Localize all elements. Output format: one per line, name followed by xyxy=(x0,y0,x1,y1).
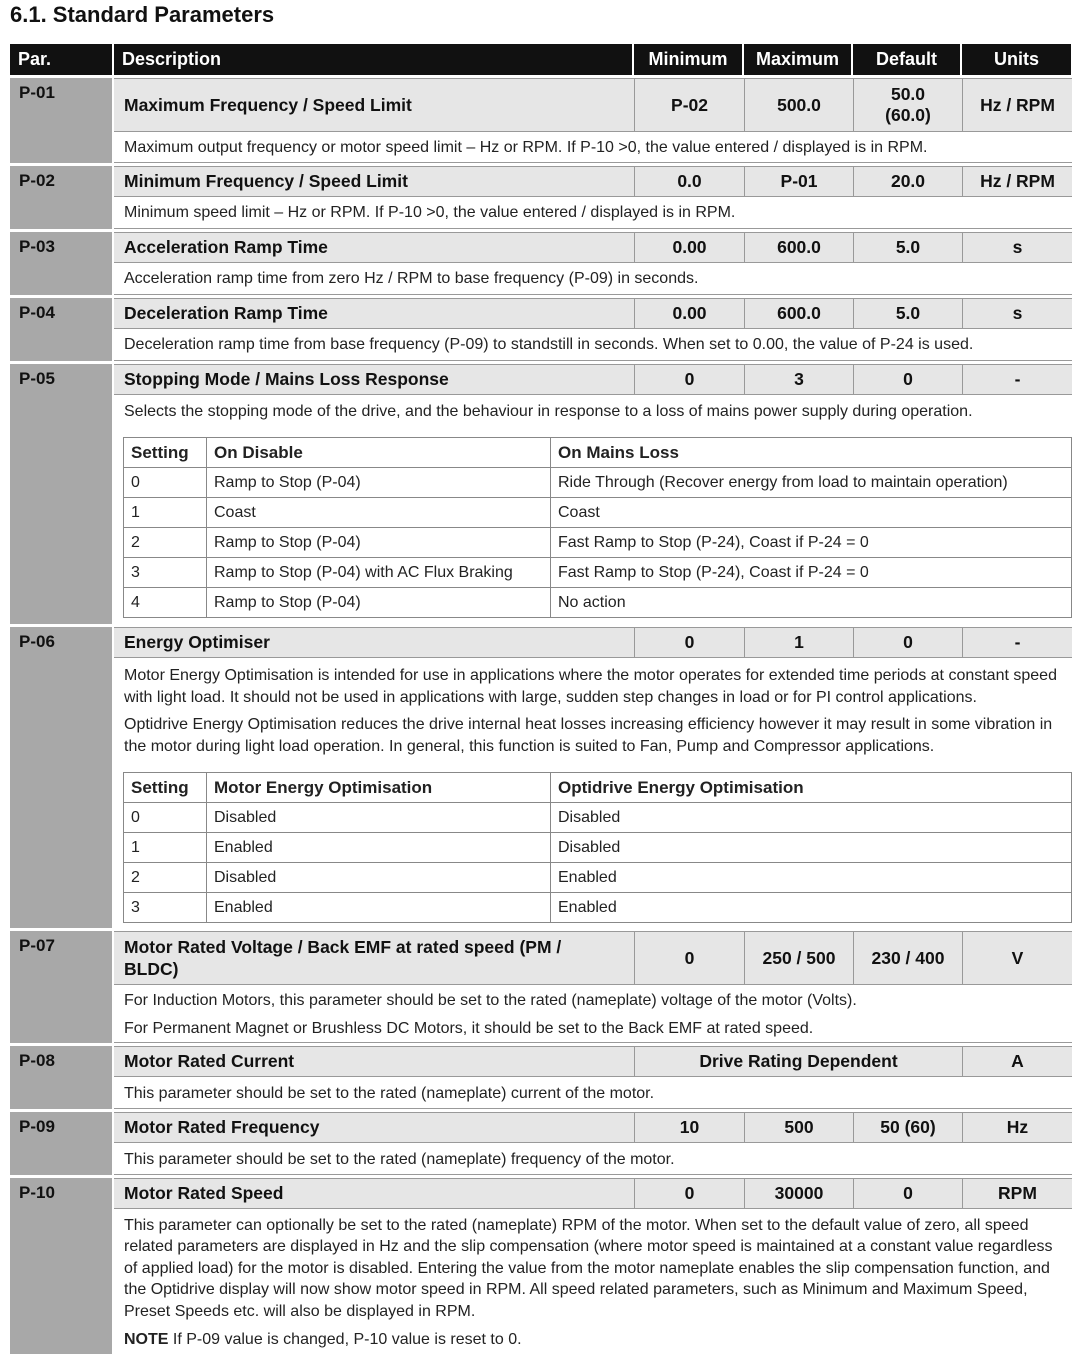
param-description: For Permanent Magnet or Brushless DC Motors, it should be set to the Back EMF at rated speed. xyxy=(114,1018,1072,1043)
param-default: 0 xyxy=(853,1178,962,1209)
table-cell: Enabled xyxy=(207,893,551,923)
param-description: This parameter can optionally be set to the rated (nameplate) RPM of the motor. When set to the default value of zero, all speed related parameters are displayed in Hz and the slip compensation (where motor speed is maintained at a constant value regardless of applied load) for the motor is disabled. Entering the value from the motor nameplate enables the slip compensation function, and the Optidrive display will now show motor speed in RPM. All speed related parameters, such as Minimum and Maximum Speed, Preset Speeds etc. will also be displayed in RPM. xyxy=(124,1217,1053,1320)
param-description: This parameter should be set to the rated (nameplate) frequency of the motor. xyxy=(114,1149,1072,1175)
param-description: Acceleration ramp time from zero Hz / RPM to base frequency (P-09) in seconds. xyxy=(114,268,1072,295)
param-code: P-10 xyxy=(10,1178,112,1354)
note-label: NOTE xyxy=(124,1331,169,1348)
param-code: P-03 xyxy=(10,232,112,295)
param-name: Motor Rated Speed xyxy=(114,1178,634,1209)
param-units: s xyxy=(962,298,1072,329)
param-name: Motor Rated Current xyxy=(114,1046,634,1077)
param-name: Motor Rated Voltage / Back EMF at rated speed (PM / BLDC) xyxy=(114,931,634,985)
param-min: 10 xyxy=(634,1112,744,1143)
header-maximum: Maximum xyxy=(744,44,851,75)
table-row xyxy=(124,588,1072,618)
header-default: Default xyxy=(853,44,960,75)
param-min: 0 xyxy=(634,627,744,658)
param-min: 0 xyxy=(634,931,744,985)
table-cell: 4 xyxy=(124,588,207,618)
param-units: s xyxy=(962,232,1072,263)
energy-optimisation-table xyxy=(123,772,1072,923)
param-name: Deceleration Ramp Time xyxy=(114,298,634,329)
param-code: P-04 xyxy=(10,298,112,361)
table-cell: Enabled xyxy=(551,863,1072,893)
table-row xyxy=(124,833,1072,863)
table-cell: Ramp to Stop (P-04) xyxy=(207,528,551,558)
table-cell: Ramp to Stop (P-04) with AC Flux Braking xyxy=(207,558,551,588)
param-units: - xyxy=(962,627,1072,658)
header-description: Description xyxy=(114,44,632,75)
table-cell: Ramp to Stop (P-04) xyxy=(207,468,551,498)
table-header: Motor Energy Optimisation xyxy=(207,773,551,803)
param-description: Selects the stopping mode of the drive, and the behaviour in response to a loss of mains power supply during operation. xyxy=(124,403,973,420)
param-min: 0 xyxy=(634,364,744,395)
table-header: Setting xyxy=(124,438,207,468)
param-name: Acceleration Ramp Time xyxy=(114,232,634,263)
param-max: 1 xyxy=(744,627,853,658)
table-cell: 2 xyxy=(124,528,207,558)
param-code: P-09 xyxy=(10,1112,112,1175)
param-default: 0 xyxy=(853,364,962,395)
table-cell: 1 xyxy=(124,498,207,528)
param-units: Hz / RPM xyxy=(962,166,1072,197)
param-description: For Induction Motors, this parameter should be set to the rated (nameplate) voltage of the motor (Volts). xyxy=(124,992,857,1009)
param-name: Minimum Frequency / Speed Limit xyxy=(114,166,634,197)
param-description: Maximum output frequency or motor speed limit – Hz or RPM. If P-10 >0, the value entered / displayed is in RPM. xyxy=(114,137,1072,163)
param-default: 20.0 xyxy=(853,166,962,197)
param-max: 500.0 xyxy=(744,78,853,132)
param-units: - xyxy=(962,364,1072,395)
param-default: 0 xyxy=(853,627,962,658)
table-cell: No action xyxy=(551,588,1072,618)
param-default xyxy=(853,78,962,132)
param-units: Hz xyxy=(962,1112,1072,1143)
table-cell: 3 xyxy=(124,893,207,923)
table-header-row xyxy=(124,773,1072,803)
table-row xyxy=(124,863,1072,893)
param-code: P-01 xyxy=(10,78,112,163)
param-code: P-08 xyxy=(10,1046,112,1109)
param-code: P-02 xyxy=(10,166,112,229)
param-max: 250 / 500 xyxy=(744,931,853,985)
table-cell: 0 xyxy=(124,468,207,498)
table-header-row xyxy=(124,438,1072,468)
table-cell: Ride Through (Recover energy from load to maintain operation) xyxy=(551,468,1072,498)
param-units: V xyxy=(962,931,1072,985)
table-cell: Disabled xyxy=(207,863,551,893)
param-units: RPM xyxy=(962,1178,1072,1209)
param-max: 30000 xyxy=(744,1178,853,1209)
stopping-mode-table xyxy=(123,437,1072,618)
table-cell: Enabled xyxy=(207,833,551,863)
table-row xyxy=(124,803,1072,833)
table-cell: Coast xyxy=(207,498,551,528)
param-max: P-01 xyxy=(744,166,853,197)
param-min: 0.00 xyxy=(634,232,744,263)
default-line-2: (60.0) xyxy=(885,105,931,125)
param-name: Energy Optimiser xyxy=(114,627,634,658)
param-default: 230 / 400 xyxy=(853,931,962,985)
param-description: Minimum speed limit – Hz or RPM. If P-10 >0, the value entered / displayed is in RPM. xyxy=(114,202,1072,229)
table-cell: 2 xyxy=(124,863,207,893)
table-header: Optidrive Energy Optimisation xyxy=(551,773,1072,803)
section-title: 6.1. Standard Parameters xyxy=(10,2,275,27)
param-max: 3 xyxy=(744,364,853,395)
param-max: 600.0 xyxy=(744,298,853,329)
table-header: Setting xyxy=(124,773,207,803)
table-cell: Fast Ramp to Stop (P-24), Coast if P-24 = 0 xyxy=(551,528,1072,558)
param-units: Hz / RPM xyxy=(962,78,1072,132)
table-cell: Fast Ramp to Stop (P-24), Coast if P-24 = 0 xyxy=(551,558,1072,588)
param-min: 0 xyxy=(634,1178,744,1209)
param-name: Stopping Mode / Mains Loss Response xyxy=(114,364,634,395)
param-name: Maximum Frequency / Speed Limit xyxy=(114,78,634,132)
param-min: 0.0 xyxy=(634,166,744,197)
param-description: Optidrive Energy Optimisation reduces the drive internal heat losses increasing efficiency however it may result in some vibration in the motor during light load operation. In general, this function is suited to Fan, Pump and Compressor applications. xyxy=(124,716,1053,755)
table-cell: Coast xyxy=(551,498,1072,528)
table-row xyxy=(124,893,1072,923)
param-default: 5.0 xyxy=(853,232,962,263)
param-range: Drive Rating Dependent xyxy=(634,1046,962,1077)
table-header: On Disable xyxy=(207,438,551,468)
table-header: On Mains Loss xyxy=(551,438,1072,468)
table-cell: Ramp to Stop (P-04) xyxy=(207,588,551,618)
table-cell: Disabled xyxy=(551,833,1072,863)
header-par: Par. xyxy=(10,44,112,75)
param-code: P-07 xyxy=(10,931,112,1043)
table-row xyxy=(124,468,1072,498)
param-description: Motor Energy Optimisation is intended for use in applications where the motor operates for extended time periods at constant speed with light load. It should not be used in applications with large, sudden step changes in load or for PI control applications. xyxy=(124,667,1057,706)
param-min: P-02 xyxy=(634,78,744,132)
note-text: If P-09 value is changed, P-10 value is reset to 0. xyxy=(168,1331,522,1348)
table-cell: Disabled xyxy=(207,803,551,833)
param-code: P-06 xyxy=(10,627,112,928)
table-cell: 0 xyxy=(124,803,207,833)
param-max: 600.0 xyxy=(744,232,853,263)
param-code: P-05 xyxy=(10,364,112,624)
table-row xyxy=(124,528,1072,558)
header-units: Units xyxy=(962,44,1071,75)
param-name: Motor Rated Frequency xyxy=(114,1112,634,1143)
param-max: 500 xyxy=(744,1112,853,1143)
table-cell: Disabled xyxy=(551,803,1072,833)
param-default: 5.0 xyxy=(853,298,962,329)
default-line-1: 50.0 xyxy=(890,84,926,104)
table-cell: 3 xyxy=(124,558,207,588)
param-description: This parameter should be set to the rated (nameplate) current of the motor. xyxy=(114,1083,1072,1109)
table-cell: 1 xyxy=(124,833,207,863)
header-minimum: Minimum xyxy=(634,44,742,75)
param-units: A xyxy=(962,1046,1072,1077)
table-cell: Enabled xyxy=(551,893,1072,923)
param-description: Deceleration ramp time from base frequency (P-09) to standstill in seconds. When set to 0.00, the value of P-24 is used. xyxy=(114,334,1072,361)
table-row xyxy=(124,498,1072,528)
param-default: 50 (60) xyxy=(853,1112,962,1143)
param-min: 0.00 xyxy=(634,298,744,329)
table-row xyxy=(124,558,1072,588)
param-note xyxy=(114,1329,1072,1351)
